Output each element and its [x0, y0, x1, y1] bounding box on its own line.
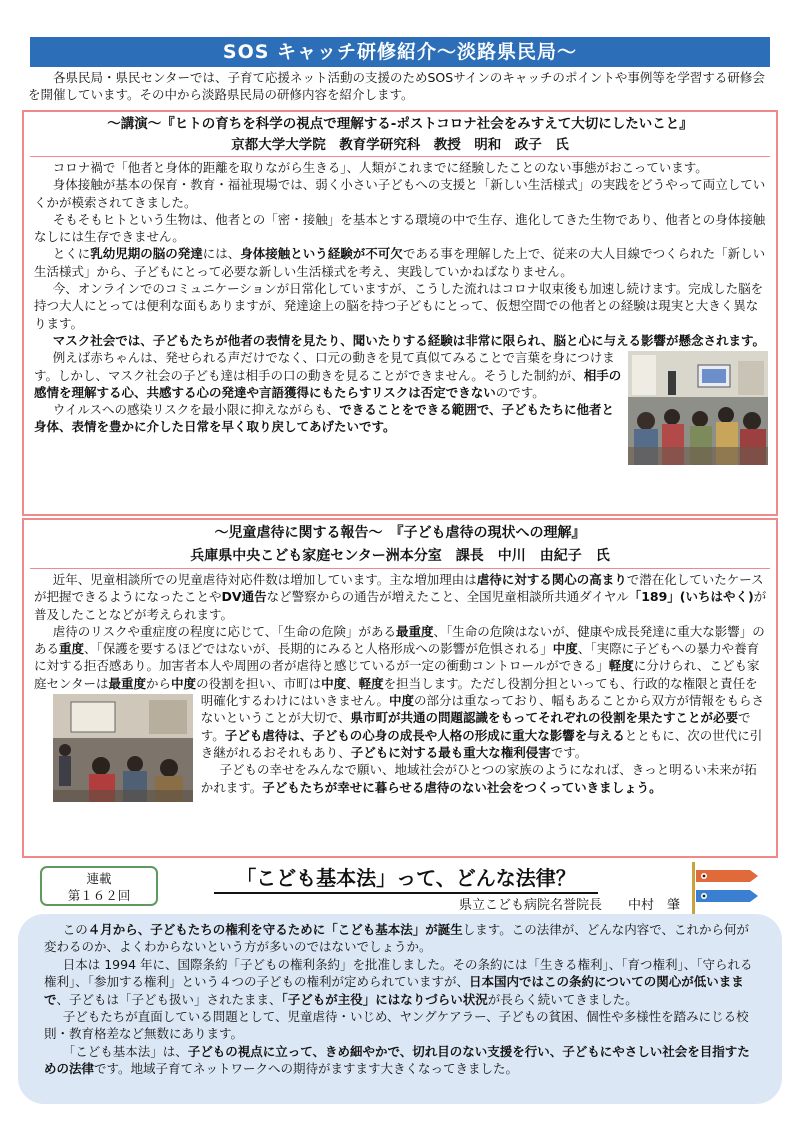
lecture-photo [628, 351, 768, 469]
report-title: ～児童虐待に関する報告～ 『子ども虐待の現状への理解』 [214, 525, 586, 541]
paragraph: 例えば赤ちゃんは、発せられる声だけでなく、口元の動きを見て真似てみることで言葉を身につけます。しかし、マスク社会の子ども達は相手の口の動きを見ることができません。そうした制約が、相手の感情を理解する心、共感する心の発達や言語獲得にもたらすリスクは否定できないのです。 [34, 350, 622, 400]
lecture-speaker: 京都大学大学院 教育学研究科 教授 明和 政子 氏 [231, 137, 569, 153]
intro-text: 各県民局・県民センターでは、子育て応援ネット活動の支援のためSOSサインのキャッチのポイントや事例等を学習する研修会を開催しています。その中から淡路県民局の研修内容を紹介します。 [28, 70, 765, 102]
lecture-section [22, 110, 778, 516]
paragraph: 子どもたちが直面している問題として、児童虐待・いじめ、ヤングケアラー、子どもの貧困、個性や多様性を踏みにじる校則・教育格差など無数にあります。 [44, 1009, 749, 1042]
paragraph: 身体接触が基本の保育・教育・福祉現場では、弱く小さい子どもへの支援と「新しい生活様式」の実践をどうやって両立していくかが模索されてきました。 [34, 177, 766, 210]
report-body [24, 569, 776, 796]
column-title: 「こども基本法」って、どんな法律？ [214, 862, 598, 894]
paragraph: そもそもヒトという生物は、他者との「密・接触」を基本とする環境の中で生存、進化してきた生物であり、他者との身体接触なしには生存できません。 [34, 211, 766, 245]
paragraph: この４月から、子どもたちの権利を守るために「こども基本法」が誕生します。この法律が、どんな内容で、これから何が変わるのか、よくわからないという方が多いのではないでしょうか。 [44, 922, 750, 955]
carp-streamer-icon [690, 862, 760, 917]
report-section [22, 518, 778, 858]
report-speaker: 兵庫県中央こども家庭センター洲本分室 課長 中川 由紀子 氏 [190, 548, 610, 564]
lecture-body [24, 157, 776, 436]
paragraph: 日本は 1994 年に、国際条約「子どもの権利条約」を批准しました。その条約には「生きる権利」、「育つ権利」、「守られる権利」、「参加する権利」という４つの子どもの権利が定められていますが、日本国内ではこの条約についての関心が低いままで、子どもは「子ども扱い」されたまま、「子どもが主役」にはなりづらい状況が長らく続いてきました。 [44, 956, 753, 1007]
series-number: 第１６２回 [67, 888, 131, 903]
paragraph: 今、オンラインでのコミュニケーションが日常化していますが、こうした流れはコロナ収束後も加速し続けます。完成した脳を持つ大人にとっては便利な面もありますが、発達途上の脳を持つ子どもにとって、仮想空間での他者との経験は現実と大きく異なります。 [34, 281, 764, 331]
page-title: SOS キャッチ研修紹介～淡路県民局～ [30, 37, 770, 67]
paragraph: ウイルスへの感染リスクを最小限に抑えながらも、できることをできる範囲で、子どもたちに他者と身体、表情を豊かに介した日常を早く取り戻してあげたいです。 [34, 402, 615, 435]
paragraph: コロナ禍で「他者と身体的距離を取りながら生きる」、人類がこれまでに経験したことのない事態がおこっています。 [52, 160, 708, 175]
lecture-title: ～講演～『ヒトの育ちを科学の視点で理解する‐ポストコロナ社会をみすえて大切にしたいこと』 [107, 116, 693, 132]
paragraph: とくに乳幼児期の脳の発達には、身体接触という経験が不可欠である事を理解した上で、従来の大人目線でつくられた「新しい生活様式」から、子どもにとって必要な新しい生活様式を考え、実践していかねばなりません。 [34, 246, 766, 279]
paragraph: 虐待のリスクや重症度の程度に応じて、「生命の危険」がある最重度、「生命の危険はないが、健康や成長発達に重大な影響」のある重度、「保護を要するほどではないが、長期的にみると人格形成への影響が危惧される」中度、「実際に子どもへの暴力や養育に対する拒否感あり。加害者本人や周囲の者が虐待と感じているが一定の衝動コントロールができる」軽度に分けられ、こども家庭センターは最重度から中度の役割を担い、市町は中度、軽度を担当します。ただし役割分担といっても、行政的な権限と責任を明確化するわけにはいきません。中度 の部分は重なっており、幅もあることから双方が情報をもらさないということが大切で、県市町が共通の問題認識をもってそれぞれの役割を果たすことが必要です。子ども虐待は、子どもの心身の成長や人格の形成に重大な影響を与えるとともに、次の世代に引き継がれるおそれもあり、子どもに対する最も重大な権利侵害です。 [34, 623, 768, 761]
series-badge [40, 866, 158, 906]
paragraph: 近年、児童相談所での児童虐待対応件数は増加しています。主な増加理由は虐待に対する関心の高まりで潜在化していたケースが把握できるようになったことやDV通告など警察からの通告が増えたこと、全国児童相談所共通ダイヤル「189」(いちはやく)が普及したことなどが考えられます。 [34, 572, 767, 622]
column-body [18, 914, 782, 1104]
paragraph: マスク社会では、子どもたちが他者の表情を見たり、聞いたりする経験は非常に限られ、脳と心に与える影響が懸念されます。 [52, 332, 766, 348]
paragraph: 子どもの幸せをみんなで願い、地域社会がひとつの家族のようになれば、きっと明るい未来が拓かれます。子どもたちが幸せに暮らせる虐待のない社会をつくっていきましょう。 [200, 762, 757, 795]
series-label: 連載 [86, 871, 112, 886]
column-author: 県立こども病院名誉院長 中村 肇 [458, 898, 680, 913]
paragraph: 「こども基本法」は、子どもの視点に立って、きめ細やかで、切れ目のない支援を行い、子どもにやさしい社会を目指すための法律です。地域子育てネットワークへの期待がますます大きくなってきました。 [44, 1043, 750, 1077]
report-photo [34, 694, 193, 806]
